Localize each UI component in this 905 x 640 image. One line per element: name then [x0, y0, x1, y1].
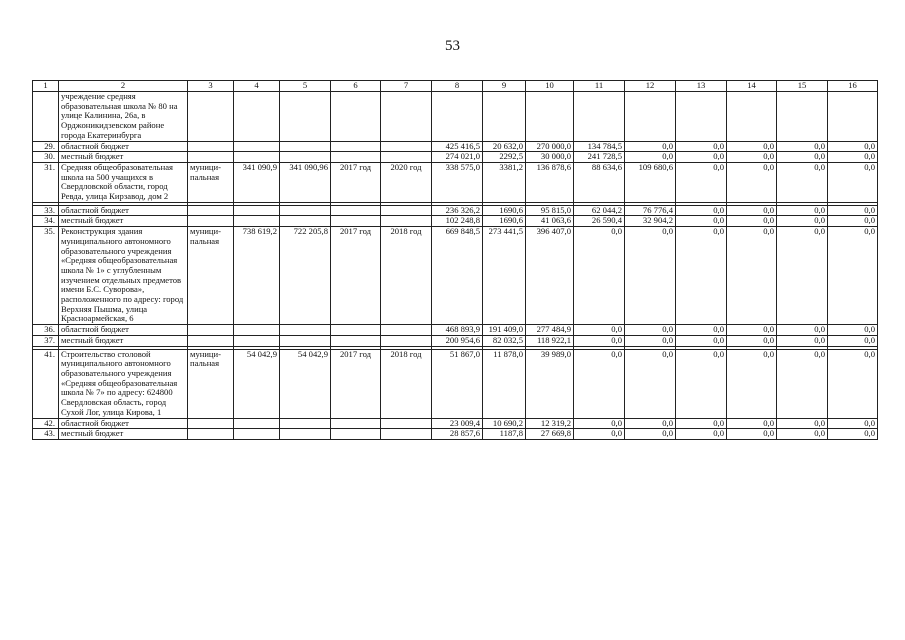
table-cell [381, 92, 432, 142]
table-cell [331, 92, 381, 142]
table-row [33, 152, 878, 163]
table-cell: 28 857,6 [432, 429, 483, 440]
table-cell: 2018 год [381, 349, 432, 418]
table-cell: 241 728,5 [574, 152, 625, 163]
table-cell: 0,0 [625, 418, 676, 429]
table-cell: 0,0 [676, 141, 727, 152]
row-name: местный бюджет [59, 216, 188, 227]
table-cell: 41 063,6 [526, 216, 574, 227]
table-cell: 0,0 [777, 141, 828, 152]
table-cell: 0,0 [625, 349, 676, 418]
table-cell: 0,0 [828, 325, 878, 336]
table-cell: 102 248,8 [432, 216, 483, 227]
table-cell: 0,0 [676, 335, 727, 346]
table-cell [188, 335, 234, 346]
table-cell [331, 418, 381, 429]
table-cell [676, 92, 727, 142]
table-cell: 0,0 [625, 152, 676, 163]
table-cell: 136 878,6 [526, 162, 574, 202]
table-cell: муници-пальная [188, 162, 234, 202]
table-cell: 0,0 [777, 429, 828, 440]
row-name: Реконструкция здания муниципального автономного образовательного учреждения «Средняя общеобразовательная школа № 1» с углубленным изучением отдельных предметов имени Б.С. Суворова», расположенного по адресу: город Верхняя Пышма, улица Красноармейская, 6 [59, 227, 188, 325]
row-number [33, 92, 59, 142]
table-cell: 2017 год [331, 162, 381, 202]
table-cell: 134 784,5 [574, 141, 625, 152]
table-cell: 341 090,96 [280, 162, 331, 202]
table-row [33, 349, 878, 418]
table-cell: 0,0 [727, 429, 777, 440]
table-cell [280, 429, 331, 440]
table-cell: 0,0 [777, 335, 828, 346]
table-cell [280, 325, 331, 336]
table-cell: 0,0 [727, 152, 777, 163]
table-cell [188, 92, 234, 142]
table-cell [234, 429, 280, 440]
table-cell: муници-пальная [188, 227, 234, 325]
table-cell [234, 418, 280, 429]
row-name: учреждение средняя образовательная школа № 80 на улице Калинина, 26а, в Орджоникидзевском районе города Екатеринбурга [59, 92, 188, 142]
table-cell: 0,0 [777, 227, 828, 325]
table-cell: 722 205,8 [280, 227, 331, 325]
table-cell: 0,0 [777, 152, 828, 163]
table-cell: 0,0 [676, 227, 727, 325]
table-cell: 0,0 [727, 216, 777, 227]
table-cell [280, 141, 331, 152]
table-cell: 0,0 [828, 152, 878, 163]
table-cell: 0,0 [676, 205, 727, 216]
column-header: 1 [33, 81, 59, 92]
column-header: 13 [676, 81, 727, 92]
table-cell [280, 205, 331, 216]
table-cell [234, 335, 280, 346]
table-cell: 738 619,2 [234, 227, 280, 325]
table-cell: 0,0 [828, 429, 878, 440]
table-cell: 0,0 [777, 216, 828, 227]
table-cell: 425 416,5 [432, 141, 483, 152]
column-header: 8 [432, 81, 483, 92]
table-cell: 11 878,0 [483, 349, 526, 418]
column-header: 12 [625, 81, 676, 92]
table-cell: 30 000,0 [526, 152, 574, 163]
table-cell: 2017 год [331, 349, 381, 418]
table-row [33, 141, 878, 152]
table-cell: 54 042,9 [280, 349, 331, 418]
table-cell: 82 032,5 [483, 335, 526, 346]
table-cell: 0,0 [676, 216, 727, 227]
table-cell [331, 429, 381, 440]
table-cell [234, 325, 280, 336]
table-cell: 0,0 [676, 325, 727, 336]
column-header: 16 [828, 81, 878, 92]
column-header: 7 [381, 81, 432, 92]
row-name: областной бюджет [59, 325, 188, 336]
row-number: 41. [33, 349, 59, 418]
table-cell: 0,0 [625, 227, 676, 325]
table-cell [381, 325, 432, 336]
table-cell [280, 92, 331, 142]
row-name: областной бюджет [59, 205, 188, 216]
table-row [33, 325, 878, 336]
table-row [33, 429, 878, 440]
table-cell: 27 669,8 [526, 429, 574, 440]
table-cell [188, 152, 234, 163]
table-cell: 39 989,0 [526, 349, 574, 418]
table-row [33, 227, 878, 325]
table-cell: 236 326,2 [432, 205, 483, 216]
table-cell: 0,0 [625, 325, 676, 336]
table-row [33, 418, 878, 429]
table-row [33, 205, 878, 216]
column-header: 14 [727, 81, 777, 92]
table-cell [432, 92, 483, 142]
table-cell: 118 922,1 [526, 335, 574, 346]
table-cell: 0,0 [828, 205, 878, 216]
table-cell [381, 429, 432, 440]
table-row [33, 335, 878, 346]
table-cell [280, 152, 331, 163]
table-cell [828, 92, 878, 142]
table-row [33, 92, 878, 142]
table-cell: 10 690,2 [483, 418, 526, 429]
table-cell: 62 044,2 [574, 205, 625, 216]
table-cell: 0,0 [727, 227, 777, 325]
table-cell: 0,0 [727, 335, 777, 346]
table-cell: 0,0 [676, 429, 727, 440]
table-cell [526, 92, 574, 142]
table-cell [777, 92, 828, 142]
row-name: областной бюджет [59, 418, 188, 429]
table-cell [234, 152, 280, 163]
table-cell: 2017 год [331, 227, 381, 325]
row-name: Строительство столовой муниципального автономного образовательного учреждения «Средняя общеобразовательная школа № 7» по адресу: 624800 Свердловская область, город Сухой Лог, улица Кирова, 1 [59, 349, 188, 418]
table-cell: 338 575,0 [432, 162, 483, 202]
table-cell: 191 409,0 [483, 325, 526, 336]
table-cell: 20 632,0 [483, 141, 526, 152]
table-cell: 1690,6 [483, 205, 526, 216]
column-header: 2 [59, 81, 188, 92]
table-cell [381, 205, 432, 216]
table-cell [331, 216, 381, 227]
table-cell: 0,0 [828, 335, 878, 346]
table-cell [280, 335, 331, 346]
row-name: Средняя общеобразовательная школа на 500 учащихся в Свердловской области, город Ревда, улица Кирзавод, дом 2 [59, 162, 188, 202]
column-header: 9 [483, 81, 526, 92]
table-cell [234, 92, 280, 142]
table-cell [188, 325, 234, 336]
table-cell [188, 205, 234, 216]
page-number: 53 [445, 38, 460, 54]
table-header-row [33, 81, 878, 92]
table-cell: 95 815,0 [526, 205, 574, 216]
column-header: 3 [188, 81, 234, 92]
table-cell: 0,0 [828, 418, 878, 429]
table-cell: муници-пальная [188, 349, 234, 418]
table-cell: 2292,5 [483, 152, 526, 163]
row-name: местный бюджет [59, 429, 188, 440]
table-cell: 0,0 [574, 418, 625, 429]
table-cell [234, 205, 280, 216]
table-cell: 54 042,9 [234, 349, 280, 418]
table-cell: 0,0 [777, 325, 828, 336]
table-cell [331, 205, 381, 216]
table-cell: 0,0 [625, 335, 676, 346]
budget-table [32, 80, 878, 440]
table-cell: 2020 год [381, 162, 432, 202]
table-cell: 26 590,4 [574, 216, 625, 227]
table-cell: 341 090,9 [234, 162, 280, 202]
table-cell: 270 000,0 [526, 141, 574, 152]
table-cell: 0,0 [727, 418, 777, 429]
table-cell: 0,0 [777, 205, 828, 216]
table-cell: 0,0 [676, 349, 727, 418]
table-cell [381, 152, 432, 163]
column-header: 5 [280, 81, 331, 92]
table-cell: 0,0 [676, 152, 727, 163]
row-number: 31. [33, 162, 59, 202]
row-number: 29. [33, 141, 59, 152]
table-cell: 76 776,4 [625, 205, 676, 216]
table-cell: 0,0 [777, 418, 828, 429]
table-cell: 0,0 [828, 141, 878, 152]
column-header: 10 [526, 81, 574, 92]
column-header: 15 [777, 81, 828, 92]
table-cell: 0,0 [777, 162, 828, 202]
table-cell: 0,0 [676, 418, 727, 429]
table-cell [188, 141, 234, 152]
table-cell [381, 141, 432, 152]
table-cell: 0,0 [574, 429, 625, 440]
row-name: местный бюджет [59, 152, 188, 163]
table-cell [381, 418, 432, 429]
table-cell: 0,0 [574, 227, 625, 325]
row-number: 42. [33, 418, 59, 429]
table-cell: 0,0 [727, 141, 777, 152]
table-cell [331, 141, 381, 152]
table-cell [188, 216, 234, 227]
row-name: областной бюджет [59, 141, 188, 152]
table-cell [234, 216, 280, 227]
table-cell [331, 152, 381, 163]
row-number: 33. [33, 205, 59, 216]
table-cell: 0,0 [727, 205, 777, 216]
row-name: местный бюджет [59, 335, 188, 346]
table-cell [188, 418, 234, 429]
table-cell: 274 021,0 [432, 152, 483, 163]
table-cell: 0,0 [574, 335, 625, 346]
table-cell [574, 92, 625, 142]
table-cell: 3381,2 [483, 162, 526, 202]
table-row [33, 162, 878, 202]
table-cell: 51 867,0 [432, 349, 483, 418]
table-cell [331, 325, 381, 336]
row-number: 37. [33, 335, 59, 346]
table-cell [234, 141, 280, 152]
table-cell: 396 407,0 [526, 227, 574, 325]
table-cell [188, 429, 234, 440]
row-number: 43. [33, 429, 59, 440]
table-cell: 273 441,5 [483, 227, 526, 325]
table-cell: 0,0 [828, 162, 878, 202]
table-cell [280, 418, 331, 429]
table-cell: 12 319,2 [526, 418, 574, 429]
table-row [33, 216, 878, 227]
table-cell: 0,0 [828, 227, 878, 325]
table-cell: 1690,6 [483, 216, 526, 227]
table-cell [483, 92, 526, 142]
column-header: 4 [234, 81, 280, 92]
table-cell: 1187,8 [483, 429, 526, 440]
table-cell [381, 216, 432, 227]
row-number: 34. [33, 216, 59, 227]
table-cell: 277 484,9 [526, 325, 574, 336]
table-cell: 88 634,6 [574, 162, 625, 202]
table-cell: 0,0 [727, 162, 777, 202]
table-cell: 0,0 [574, 349, 625, 418]
table-cell [331, 335, 381, 346]
table-cell: 0,0 [777, 349, 828, 418]
row-number: 35. [33, 227, 59, 325]
table-cell: 0,0 [727, 349, 777, 418]
table-cell: 669 848,5 [432, 227, 483, 325]
table-cell [727, 92, 777, 142]
table-cell: 109 680,6 [625, 162, 676, 202]
table-cell [280, 216, 331, 227]
row-number: 36. [33, 325, 59, 336]
table-cell: 32 904,2 [625, 216, 676, 227]
table-cell: 2018 год [381, 227, 432, 325]
table-cell: 0,0 [727, 325, 777, 336]
table-cell [625, 92, 676, 142]
table-cell: 0,0 [828, 216, 878, 227]
row-number: 30. [33, 152, 59, 163]
table-cell: 0,0 [676, 162, 727, 202]
column-header: 11 [574, 81, 625, 92]
table-cell: 468 893,9 [432, 325, 483, 336]
table-cell: 0,0 [625, 429, 676, 440]
table-cell: 0,0 [625, 141, 676, 152]
table-cell: 0,0 [828, 349, 878, 418]
table-cell [381, 335, 432, 346]
table-cell: 0,0 [574, 325, 625, 336]
table-cell: 200 954,6 [432, 335, 483, 346]
column-header: 6 [331, 81, 381, 92]
table-cell: 23 009,4 [432, 418, 483, 429]
